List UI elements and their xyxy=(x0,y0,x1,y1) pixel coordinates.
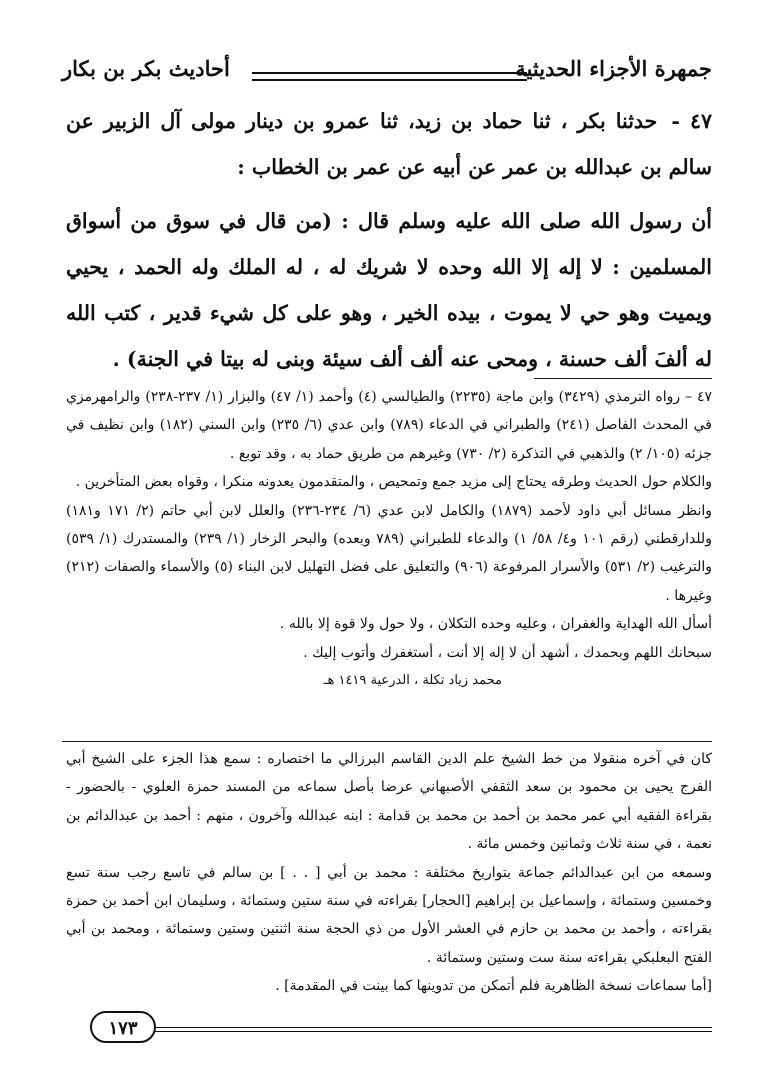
colophon-note: [أما سماعات نسخة الظاهرية فلم أتمكن من تدوينها كما بينت في المقدمة] . xyxy=(275,978,712,995)
colophon-paragraph: وسمعه من ابن عبدالدائم جماعة بتواريخ مختلفة : محمد بن أبي [ . . ] بن سالم في تاسع رجب سنة تسع وخمسين وستمائة ، وإسماعيل بن إبراهيم [الحجار] بقراءته في سنة ستين وستمائة ، وسليمان ابن أحمد بن حمزة بقراءته ، وأحمد بن محمد بن حازم في العشر الأول من ذي الحجة سنة اثنتين وستين وستمائة ، ومحمد بن أبي الفتح البعلبكي بقراءته سنة ست وستين وستمائة . xyxy=(66,864,712,966)
page-number: ١٧٣ xyxy=(90,1011,156,1043)
colophon-paragraph: كان في آخره منقولا من خط الشيخ علم الدين القاسم البرزالي ما اختصاره : سمع هذا الجزء على الشيخ أبي الفرج يحيى بن محمود بن سعد الثقفي الأصبهاني عرضا بأصل سماعه من المسند حمزة العلوي - بالحضور - بقراءة الفقيه أبي عمر محمد بن أحمد بن محمد بن قدامة : ابنه عبدالله وآخرون ، منهم : أحمد بن عبدالدائم بن نعمة ، في سنة ثلاث وثمانين وخمس مائة . xyxy=(66,751,712,853)
running-header xyxy=(62,52,712,92)
editor-signature: محمد زياد تكلة ، الدرعية ١٤١٩ هـ xyxy=(323,673,502,689)
footnotes xyxy=(66,383,712,695)
footnote-takhrij: ٤٧ – رواه الترمذي (٣٤٢٩) وابن ماجة (٢٢٣٥) والطيالسي (٤) وأحمد (١/ ٤٧) والبزار (١/ ٢٣٧-٢٣٨) والرامهرمزي في المحدث الفاصل (٢٤١) والطبراني في الدعاء (٧٨٩) وابن عدي (٦/ ٢٣٥) وابن السني (١٨٢) وابن نظيف في جزئه (١٠٥/ ٢) والذهبي في التذكرة (٢/ ٧٣٠) وغيرهم من طريق حماد به ، وقد توبع . xyxy=(66,389,713,462)
colophon-separator xyxy=(62,741,712,742)
footnote-references: وانظر مسائل أبي داود لأحمد (١٨٧٩) والكامل لابن عدي (٦/ ٢٣٤-٢٣٦) والعلل لابن أبي حاتم (٢/ ١٧١ و١٨١) وللدارقطني (رقم ١٠١ و٤/ ٥٨/ ١) والدعاء للطبراني (٧٨٩ وبعده) والبحر الزخار (١/ ٢٣٩) والمستدرك (١/ ٥٣٩) والترغيب (٢/ ٥٣١) والأسرار المرفوعة (٩٠٦) والتعليق على فضل التهليل لابن البناء (٥) والأسماء والصفات (٢١٢) وغيرها . xyxy=(66,502,712,604)
footnote-supplication: أسأل الله الهداية والغفران ، وعليه وحده التكلان ، ولا حول ولا قوة إلا بالله . xyxy=(279,616,712,633)
hadith-matn: أن رسول الله صلى الله عليه وسلم قال : (من قال في سوق من أسواق المسلمين : لا إله إلا الله وحده لا شريك له ، له الملك وله الحمد ، يحيي ويميت وهو حي لا يموت ، بيده الخير ، وهو على كل شيء قدير ، كتب الله له ألفَ ألف حسنة ، ومحى عنه ألف ألف سيئة وبنى له بيتا في الجنة) . xyxy=(66,209,712,371)
footer-double-rule xyxy=(150,1027,712,1032)
header-double-rule xyxy=(252,72,527,81)
hadith-isnad xyxy=(66,98,712,190)
footnote-separator xyxy=(534,378,712,379)
footnote-discussion: والكلام حول الحديث وطرقه يحتاج إلى مزيد جمع وتمحيص ، والمتقدمون يعدونه منكرا ، وقواه بعض المتأخرين . xyxy=(75,474,712,491)
page-footer xyxy=(62,1010,712,1046)
colophon xyxy=(66,745,712,1001)
book-title: جمهرة الأجزاء الحديثية xyxy=(515,56,712,81)
part-title: أحاديث بكر بن بكار xyxy=(62,56,230,81)
footnote-closing: سبحانك اللهم وبحمدك ، أشهد أن لا إله إلا أنت ، أستغفرك وأتوب إليك . xyxy=(303,644,712,661)
isnad-text: حدثنا بكر ، ثنا حماد بن زيد، ثنا عمرو بن دينار مولى آل الزبير عن سالم بن عبدالله بن عمر عن أبيه عن عمر بن الخطاب : xyxy=(66,109,712,179)
hadith-number: ٤٧ - xyxy=(671,109,713,133)
